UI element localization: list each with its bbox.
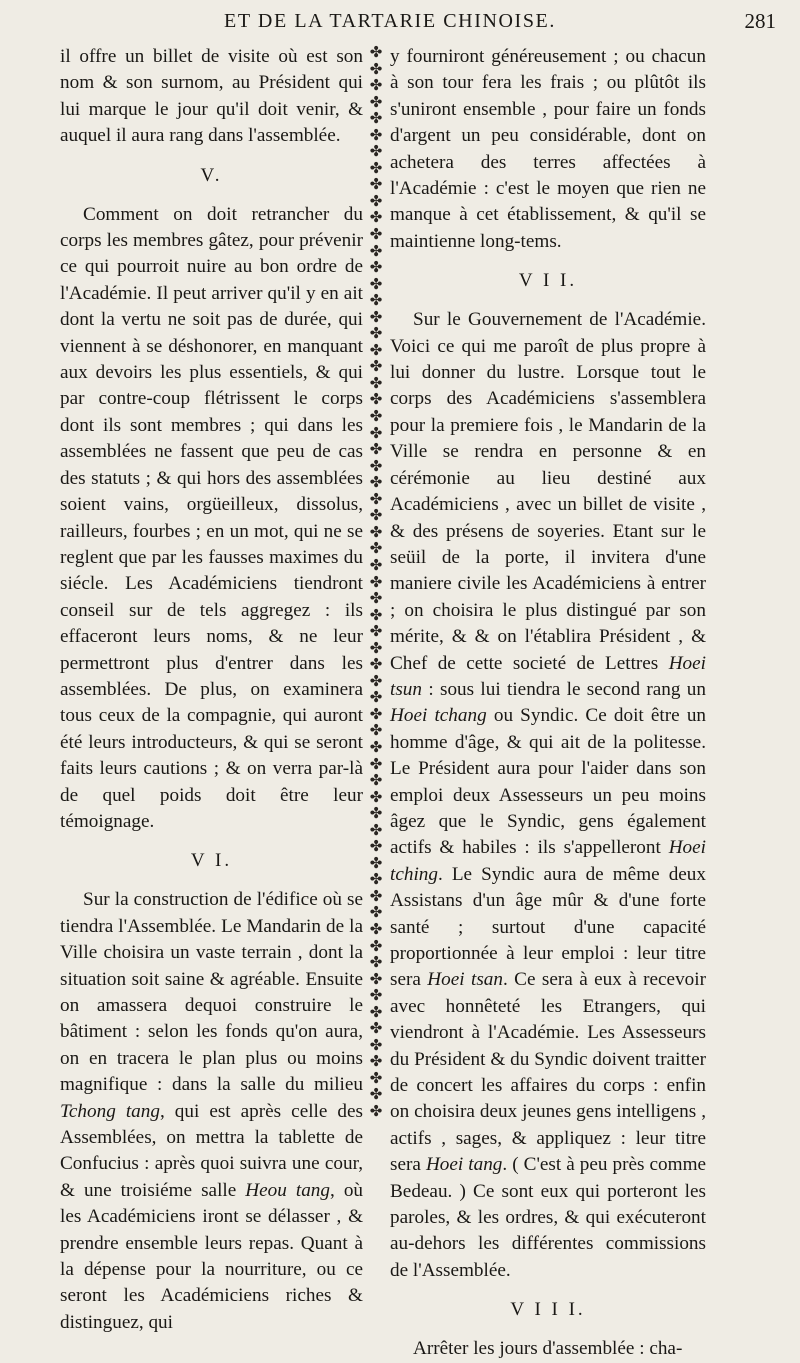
paragraph-continued: il offre un billet de visite où est son nom & son surnom, au Président qui lui marque le jour qu'il doit venir, & auquel il aura rang dans l'assemblée.	[60, 46, 363, 147]
fleuron-ornament: ✤	[369, 1019, 383, 1038]
page-number: 281	[744, 9, 776, 33]
fleuron-ornament: ✤	[369, 886, 383, 905]
fleuron-ornament: ✤	[369, 853, 383, 872]
chinese-term: Tchong tang	[60, 1100, 160, 1122]
fleuron-ornament: ✤	[369, 373, 383, 392]
fleuron-ornament: ✤	[369, 953, 383, 972]
text-run: . ( C'est à peu près comme Bedeau. ) Ce sont eux qui porteront les paroles, & les ordres, & qui exécuteront au-dehors les différentes commissions de l'Assemblée.	[390, 1154, 707, 1281]
fleuron-ornament: ✤	[369, 92, 383, 111]
fleuron-ornament: ✤	[369, 1002, 383, 1021]
text-run: . Ce sera à eux à recevoir avec honnêteté les Etrangers, qui viendront à l'Académie. Les Assesseurs du Président & du Syndic doivent traitter de concert les affaires du corps : enfin on choisira deux jeunes gens intelligens , actifs , sages, & appliquez : leur titre sera	[390, 969, 706, 1176]
fleuron-ornament: ✤	[369, 208, 383, 227]
fleuron-ornament: ✤	[369, 671, 383, 690]
fleuron-ornament: ✤	[369, 473, 383, 492]
fleuron-ornament: ✤	[369, 1068, 383, 1087]
fleuron-ornament: ✤	[369, 555, 383, 574]
text-run: Sur la construction de l'édifice où se tiendra l'Assemblée. Le Mandarin de la Ville choisira un vaste terrain , dont la situation soit saine & agréable. Ensuite on amassera dequoi construire le bâtiment : selon les fonds qu'on aura, on en tracera le plan plus ou moins magnifique : dans la salle du milieu	[60, 889, 363, 1096]
fleuron-ornament: ✤	[369, 837, 383, 856]
chinese-term: Heou tang	[245, 1179, 330, 1201]
paragraph-continued: y fourniront généreusement ; ou chacun à son tour fera les frais ; ou plûtôt ils s'uniront ensemble , pour faire un fonds d'argent un peu considérable, dont on achetera des terres affectées à l'Académie : c'est le moyen que rien ne manque à cet établissement, & qu'il se maintienne long-tems.	[390, 46, 706, 252]
text-run: ou Syndic. Ce doit être un homme d'âge, & qui ait de la politesse. Le Président aura pour l'aider dans son emploi deux Assesseurs un peu moins âgez que le Syndic, gens également actifs & habiles : ils s'appelleront	[390, 705, 707, 859]
fleuron-ornament: ✤	[369, 936, 383, 955]
chinese-term: Hoei tang	[425, 1154, 503, 1176]
fleuron-ornament: ✤	[369, 622, 383, 641]
paragraph-section-v: Comment on doit retrancher du corps les membres gâtez, pour prévenir ce qui pourroit nuire au bon ordre de l'Académie. Il peut arriver qu'il y en ait dont la vertu ne soit pas de durée, qui viennent à se déshonorer, en manquant aux devoirs les plus essentiels, & qui par contre-coup flétrissent le corps dont ils sont membres ; qui dans les assemblées ne fassent que peu de cas des statuts ; & qui hors des assemblées soient vains, orgüeilleux, dissolus, railleurs, fourbes ; en un mot, qui ne se reglent que par les fausses maximes du siécle. Les Académiciens tiendront conseil sur de tels aggregez : ils effaceront leurs noms, & ne leur permettront plus d'entrer dans les assemblées. De plus, on examinera tous ceux de la compagnie, qui auront été leurs introducteurs, & qui se seront faits leurs cautions ; & on verra par-là de quel poids doit être leur témoignage.	[60, 203, 363, 832]
fleuron-ornament: ✤	[369, 572, 383, 591]
column-divider-ornament	[366, 44, 386, 1119]
running-title: ET DE LA TARTARIE CHINOISE.	[224, 10, 556, 32]
fleuron-ornament: ✤	[369, 324, 383, 343]
text-run: , où les Académiciens iront se délasser , & prendre ensemble leurs repas. Quant à la dépense pour la nourriture, ou ce seront les Académiciens riches & distinguez, qui	[60, 1179, 364, 1333]
text-run: , qui est après celle des Assemblées, on mettra la tablette de Confucius : après quoi suivra une cour, & une troisiéme salle	[60, 1100, 363, 1201]
right-column	[390, 44, 707, 1360]
paragraph-section-viii: Arrêter les jours d'assemblée : cha-	[413, 1338, 683, 1360]
paragraph-section-vi	[60, 887, 363, 1336]
fleuron-ornament: ✤	[369, 787, 383, 806]
fleuron-ornament: ✤	[369, 969, 383, 988]
fleuron-ornament: ✤	[369, 423, 383, 442]
fleuron-ornament: ✤	[369, 109, 383, 128]
fleuron-ornament: ✤	[369, 721, 383, 740]
fleuron-ornament: ✤	[369, 456, 383, 475]
chinese-term: Hoei tsun	[390, 652, 706, 700]
fleuron-ornament: ✤	[369, 638, 383, 657]
left-column	[60, 44, 364, 1333]
fleuron-ornament: ✤	[369, 522, 383, 541]
fleuron-ornament: ✤	[369, 225, 383, 244]
fleuron-ornament: ✤	[369, 340, 383, 359]
section-heading-vi: V I.	[190, 850, 233, 872]
chinese-term: Hoei tsan	[427, 969, 503, 991]
fleuron-ornament: ✤	[369, 175, 383, 194]
fleuron-ornament: ✤	[369, 43, 383, 61]
fleuron-ornament: ✤	[369, 1052, 383, 1071]
fleuron-ornament: ✤	[369, 1102, 383, 1120]
fleuron-ornament: ✤	[369, 142, 383, 161]
fleuron-ornament: ✤	[369, 59, 383, 78]
fleuron-ornament: ✤	[369, 986, 383, 1005]
fleuron-ornament: ✤	[369, 158, 383, 177]
section-heading-vii: V I I.	[518, 270, 578, 292]
fleuron-ornament: ✤	[369, 804, 383, 823]
fleuron-ornament: ✤	[369, 307, 383, 326]
text-run: : sous lui tiendra le second rang un	[428, 678, 706, 700]
fleuron-ornament: ✤	[369, 407, 383, 426]
fleuron-ornament: ✤	[369, 688, 383, 707]
fleuron-ornament: ✤	[369, 76, 383, 95]
fleuron-ornament: ✤	[369, 870, 383, 889]
fleuron-ornament: ✤	[369, 1035, 383, 1054]
running-head	[60, 4, 780, 38]
fleuron-ornament: ✤	[369, 605, 383, 624]
fleuron-ornament: ✤	[369, 704, 383, 723]
fleuron-ornament: ✤	[369, 655, 383, 674]
chinese-term: Hoei tchang	[390, 705, 487, 727]
fleuron-ornament: ✤	[369, 771, 383, 790]
fleuron-ornament: ✤	[369, 241, 383, 260]
fleuron-ornament: ✤	[369, 258, 383, 277]
fleuron-ornament: ✤	[369, 274, 383, 293]
section-heading-viii: V I I I.	[510, 1299, 586, 1321]
paragraph-section-vii	[390, 307, 706, 1284]
fleuron-ornament: ✤	[369, 357, 383, 376]
chinese-term: Hoei tching	[390, 837, 707, 885]
fleuron-ornament: ✤	[369, 737, 383, 756]
text-run: . Le Syndic aura de même deux Assistans d'un âge mûr & d'une forte santé ; surtout d'une capacité proportionnée à leur emploi : leur titre sera	[390, 863, 706, 991]
section-heading-v: V.	[200, 164, 223, 186]
fleuron-ornament: ✤	[369, 903, 383, 922]
fleuron-ornament: ✤	[369, 191, 383, 210]
fleuron-ornament: ✤	[369, 539, 383, 558]
fleuron-ornament: ✤	[369, 754, 383, 773]
fleuron-ornament: ✤	[369, 440, 383, 459]
fleuron-ornament: ✤	[369, 489, 383, 508]
fleuron-ornament: ✤	[369, 390, 383, 409]
fleuron-ornament: ✤	[369, 291, 383, 310]
fleuron-ornament: ✤	[369, 589, 383, 608]
text-run: Sur le Gouvernement de l'Académie. Voici ce qui me paroît de plus propre à lui donner du lustre. Lorsque tout le corps des Académiciens s'assemblera pour la premiere fois , le Mandarin de la Ville se rendra en personne & en cérémonie au lieu destiné aux Académiciens , avec un billet de visite , & des présens de soyeries. Etant sur le seüil de la porte, il invitera d'une maniere civile les Académiciens à entrer ; on choisira le plus distingué par son mérite, & & on l'établira Président , & Chef de cette societé de Lettres	[390, 309, 706, 674]
fleuron-ornament: ✤	[369, 1085, 383, 1104]
fleuron-ornament: ✤	[369, 506, 383, 525]
fleuron-ornament: ✤	[369, 820, 383, 839]
fleuron-ornament: ✤	[369, 125, 383, 144]
fleuron-ornament: ✤	[369, 919, 383, 938]
